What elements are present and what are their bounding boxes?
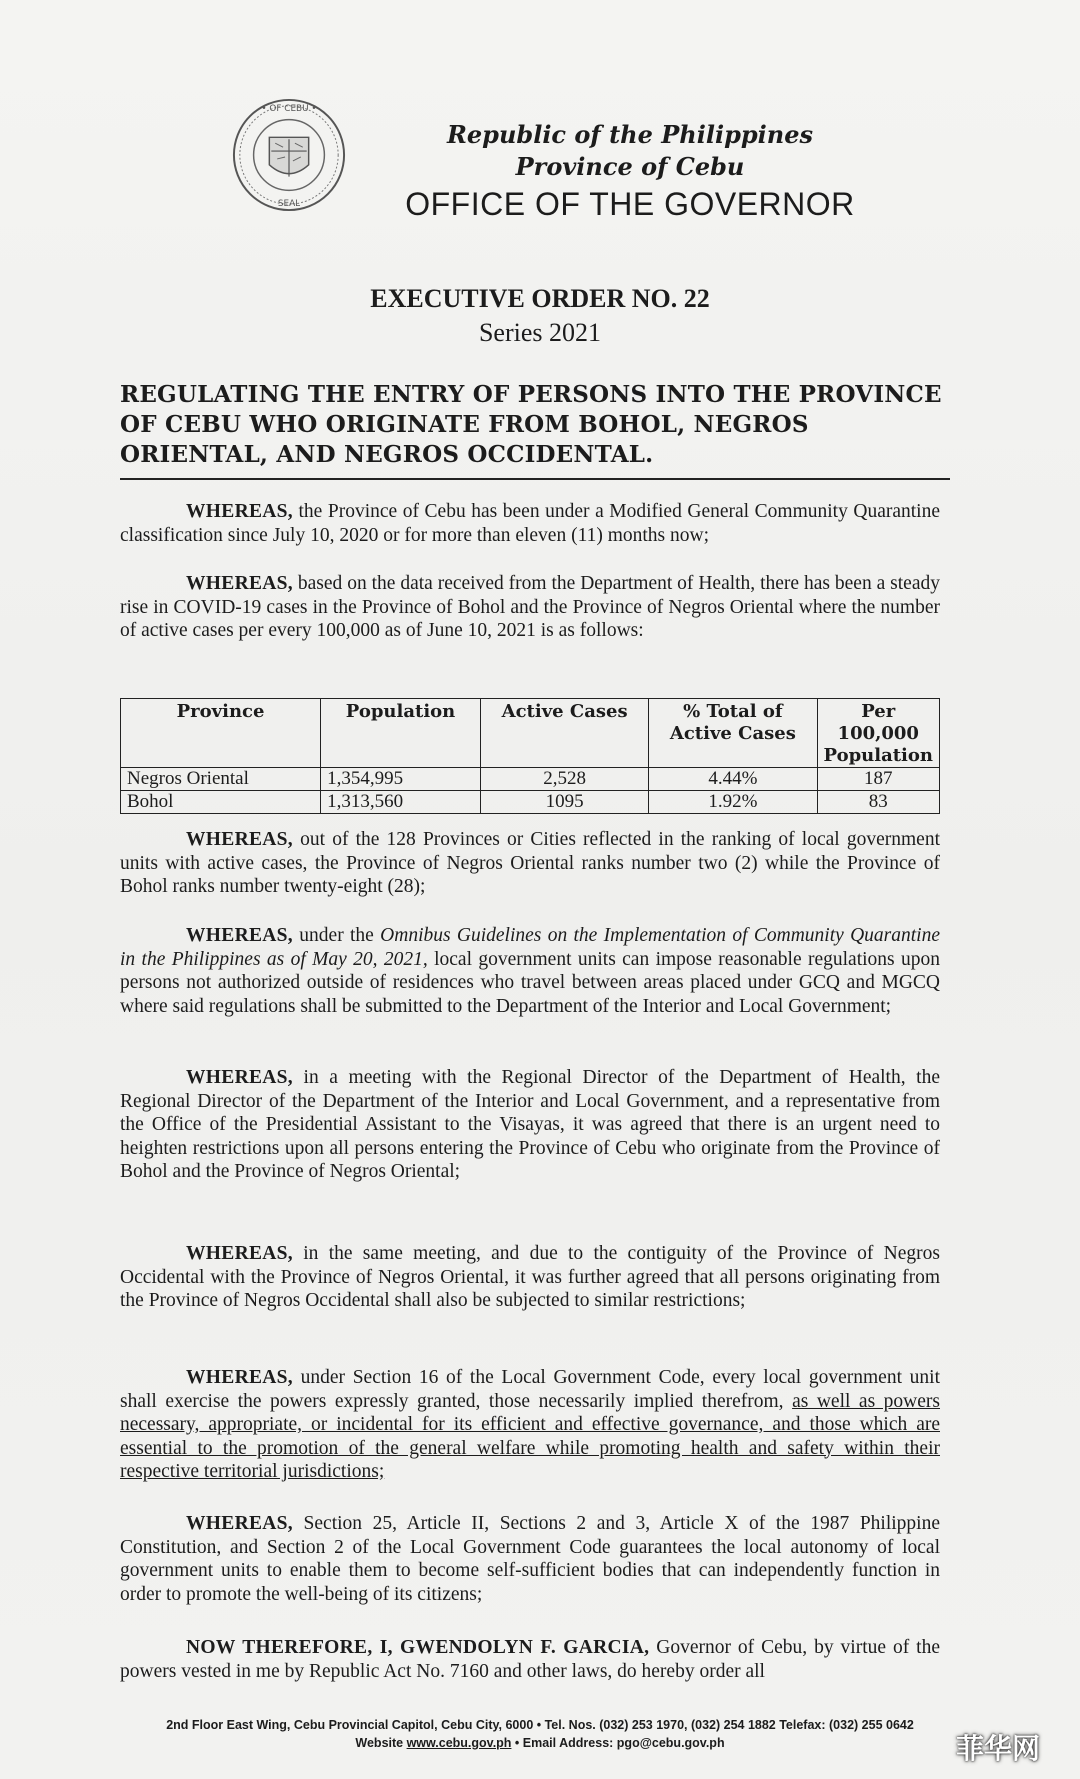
paragraph-text: the Province of Cebu has been under a Modified General Community Quarantine classification since July 10, 2020 or for more than eleven (11) months now; — [120, 501, 940, 546]
whereas-lead: WHEREAS, — [186, 573, 293, 594]
order-subject: REGULATING THE ENTRY OF PERSONS INTO THE PROVINCE OF CEBU WHO ORIGINATE FROM BOHOL, NEGROS ORIENTAL, AND NEGROS OCCIDENTAL. — [120, 380, 950, 480]
whereas-paragraph-7 — [120, 1366, 940, 1484]
footer-contact — [0, 1736, 1080, 1750]
table-cell: 187 — [817, 768, 939, 791]
whereas-lead: WHEREAS, — [186, 1243, 293, 1264]
paragraph-text: Governor of Cebu, by virtue of the powers vested in me by Republic Act No. 7160 and other laws, do hereby order all — [120, 1637, 940, 1682]
paragraph-text: Section 25, Article II, Sections 2 and 3, Article X of the 1987 Philippine Constitution, and Section 2 of the Local Government Code guarantees the local autonomy of local government units to enable them to become self-sufficient bodies that can independently function in order to promote the well-being of its citizens; — [120, 1513, 940, 1605]
table-cell: 1,354,995 — [321, 768, 481, 791]
table-cell: 83 — [817, 791, 939, 814]
whereas-lead: WHEREAS, — [186, 501, 293, 522]
svg-text:• OF CEBU •: • OF CEBU • — [261, 103, 317, 114]
column-header: Active Cases — [480, 699, 648, 768]
table-cell: 4.44% — [649, 768, 817, 791]
whereas-paragraph-6 — [120, 1242, 940, 1313]
now-therefore-paragraph — [120, 1636, 940, 1683]
email-link[interactable]: pgo@cebu.gov.ph — [616, 1736, 725, 1750]
column-header: Population — [321, 699, 481, 768]
paragraph-text: based on the data received from the Department of Health, there has been a steady rise in COVID-19 cases in the Province of Bohol and the Province of Negros Oriental where the number of active cases per every 100,000 as of June 10, 2021 is as follows: — [120, 573, 940, 641]
table-cell: 2,528 — [480, 768, 648, 791]
paragraph-text: in a meeting with the Regional Director of the Department of Health, the Regional Director of the Department of the Interior and Local Government, and a representative from the Office of the Presidential Assistant to the Visayas, it was agreed that there is an urgent need to heighten restrictions upon all persons entering the Province of Cebu who originate from the Province of Bohol and the Province of Negros Oriental; — [120, 1067, 940, 1182]
whereas-lead: WHEREAS, — [186, 925, 293, 946]
table-cell: Bohol — [121, 791, 321, 814]
order-series: Series 2021 — [478, 318, 602, 347]
paragraph-text: in the same meeting, and due to the contiguity of the Province of Negros Occidental with the Province of Negros Oriental, it was further agreed that all persons originating from the Province of Negros Occidental shall also be subjected to similar restrictions; — [120, 1243, 940, 1311]
whereas-paragraph-8 — [120, 1512, 940, 1606]
website-label: Website — [355, 1736, 407, 1750]
column-header: Province — [121, 699, 321, 768]
table-cell: 1,313,560 — [321, 791, 481, 814]
whereas-lead: WHEREAS, — [186, 1513, 293, 1534]
table-cell: 1.92% — [649, 791, 817, 814]
table-header-row — [121, 699, 940, 768]
province-header: Province of Cebu — [515, 152, 745, 181]
whereas-paragraph-4 — [120, 924, 940, 1018]
underlined-text: as well as powers necessary, appropriate, or incidental for its efficient and effective governance, and those which are essential to the promotion of the general welfare while promoting health and safety within their respective territorial jurisdictions; — [120, 1390, 940, 1482]
email-label: • Email Address: — [511, 1736, 617, 1750]
table-cell: Negros Oriental — [121, 768, 321, 791]
paragraph-text: under the — [292, 925, 381, 946]
table-cell: 1095 — [480, 791, 648, 814]
office-header: OFFICE OF THE GOVERNOR — [405, 186, 855, 222]
active-cases-table — [120, 698, 940, 814]
order-title: EXECUTIVE ORDER NO. 22 — [370, 284, 710, 313]
whereas-lead: WHEREAS, — [186, 1367, 293, 1388]
whereas-paragraph-5 — [120, 1066, 940, 1184]
site-watermark: 菲华网 — [955, 1732, 1040, 1765]
now-therefore-lead: NOW THEREFORE, I, GWENDOLYN F. GARCIA, — [186, 1637, 650, 1658]
column-header: % Total of Active Cases — [649, 699, 817, 768]
whereas-paragraph-3 — [120, 828, 940, 899]
table-row — [121, 768, 940, 791]
paragraph-text: under Section 16 of the Local Government Code, every local government unit shall exercise the powers expressly granted, those necessarily implied therefrom, — [120, 1367, 940, 1412]
whereas-paragraph-2 — [120, 572, 940, 643]
svg-text:SEAL: SEAL — [277, 199, 301, 210]
republic-header: Republic of the Philippines — [446, 120, 814, 149]
paragraph-text: local government units can impose reasonable regulations upon persons not authorized outside of residences who travel between areas placed under GCQ and MGCQ where said regulations shall be submitted to the Department of the Interior and Local Government; — [120, 948, 940, 1017]
footer-address: 2nd Floor East Wing, Cebu Provincial Capitol, Cebu City, 6000 • Tel. Nos. (032) 253 1970, (032) 254 1882 Telefax: (032) 255 0642 — [166, 1718, 914, 1732]
paragraph-text: out of the 128 Provinces or Cities reflected in the ranking of local government units with active cases, the Province of Negros Oriental ranks number two (2) while the Province of Bohol ranks number twenty-eight (28); — [120, 829, 940, 897]
whereas-lead: WHEREAS, — [186, 829, 293, 850]
whereas-paragraph-1 — [120, 500, 940, 547]
whereas-lead: WHEREAS, — [186, 1067, 293, 1088]
table-row — [121, 791, 940, 814]
guidelines-title: Omnibus Guidelines on the Implementation of Community Quarantine in the Philippines as of May 20, 2021, — [120, 925, 940, 970]
website-link[interactable]: www.cebu.gov.ph — [406, 1736, 512, 1750]
column-header: Per 100,000 Population — [817, 699, 939, 768]
